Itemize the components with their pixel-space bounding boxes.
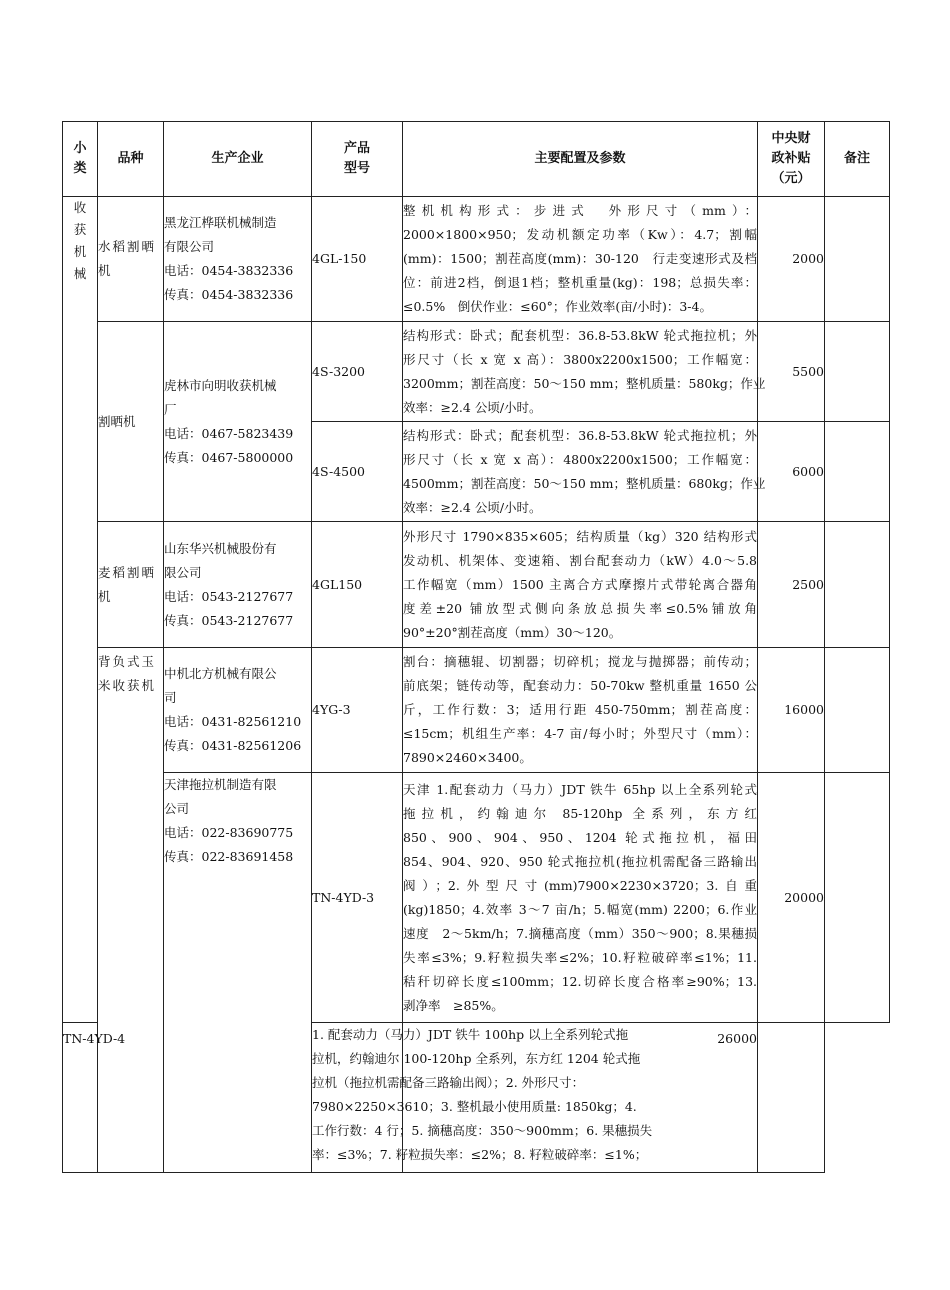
table-row [63, 522, 890, 648]
subsidy-cell: 2500 [758, 522, 825, 648]
params-cell: 割台：摘穗辊、切割器；切碎机；搅龙与抛掷器；前传动； 前底架；链传动等，配套动力：50-70kw 整机重量 1650 公 斤，工作行数：3；适用行距 450-750mm；割茬高度： ≤15cm；机组生产率：4-7 亩/每小时；外型尺寸（mm）： 7890×2460×3400。 [403, 648, 758, 773]
company-cell: 天津拖拉机制造有限 公司 电话：022-83690775 传真：022-83691458 [164, 773, 312, 1173]
remarks-cell [758, 1023, 825, 1173]
subsidy-table [62, 121, 890, 1173]
company-cell: 黑龙江桦联机械制造 有限公司 电话：0454-3832336 传真：0454-3832336 [164, 197, 312, 322]
model-cell: TN-4YD-4 [63, 1023, 98, 1173]
table-row [63, 197, 890, 322]
header-subclass: 小 类 [63, 122, 98, 197]
remarks-cell [825, 322, 890, 422]
params-cell: 整机机构形式：步进式 外形尺寸（mm）： 2000×1800×950；发动机额定功率（Kw）：4.7；割幅 (mm)：1500；割茬高度(mm)：30-120 行走变速形式及档 位：前进2档，倒退1档；整机重量(kg)：198；总损失率： ≤0.5% 倒伏作业：≤60°；作业效率(亩/小时)：3-4。 [403, 197, 758, 322]
remarks-cell [825, 422, 890, 522]
subsidy-cell: 6000 [758, 422, 825, 522]
remarks-cell [825, 197, 890, 322]
subsidy-cell: 26000 [403, 1023, 758, 1173]
company-cell: 中机北方机械有限公 司 电话：0431-82561210 传真：0431-82561206 [164, 648, 312, 773]
header-remarks: 备注 [825, 122, 890, 197]
subsidy-cell: 16000 [758, 648, 825, 773]
params-cell: 结构形式：卧式；配套机型：36.8-53.8kW 轮式拖拉机；外 形尺寸（长 x 宽 x 高）：3800x2200x1500；工作幅宽： 3200mm；割茬高度：50～150 mm；整机质量：580kg；作业 效率：≥2.4 公顷/小时。 [403, 322, 758, 422]
model-cell: 4S-4500 [312, 422, 403, 522]
company-cell: 山东华兴机械股份有 限公司 电话：0543-2127677 传真：0543-2127677 [164, 522, 312, 648]
subclass-cell: 收 获 机 械 [63, 197, 98, 1023]
model-cell: 4GL-150 [312, 197, 403, 322]
model-cell: TN-4YD-3 [312, 773, 403, 1023]
table-row [63, 322, 890, 422]
model-cell: 4S-3200 [312, 322, 403, 422]
subsidy-cell: 20000 [758, 773, 825, 1023]
table-row [63, 648, 890, 773]
variety-cell: 麦稻割晒机 [98, 522, 164, 648]
model-cell: 4YG-3 [312, 648, 403, 773]
header-params: 主要配置及参数 [403, 122, 758, 197]
subsidy-cell: 5500 [758, 322, 825, 422]
params-cell: 结构形式：卧式；配套机型：36.8-53.8kW 轮式拖拉机；外 形尺寸（长 x 宽 x 高）：4800x2200x1500；工作幅宽： 4500mm；割茬高度：50～150 mm；整机质量：680kg；作业 效率：≥2.4 公顷/小时。 [403, 422, 758, 522]
header-row [63, 122, 890, 197]
remarks-cell [825, 773, 890, 1023]
variety-cell: 水稻割晒机 [98, 197, 164, 322]
variety-cell: 背负式玉米收获机 [98, 648, 164, 1173]
params-cell: 天津 1.配套动力（马力）JDT 铁牛 65hp 以上全系列轮式 拖拉机，约翰迪尔 85-120hp 全系列，东方红 850、900、904、950、1204 轮式拖拉机，福田 854、904、920、950 轮式拖拉机(拖拉机需配备三路输出 阀）；2.外型尺寸(mm)7900×2230×3720；3.自重 (kg)1850；4.效率 3～7 亩/h；5.幅宽(mm) 2200；6.作业 速度 2～5km/h；7.摘穗高度（mm）350～900；8.果穗损 失率≤3%；9.籽粒损失率≤2%；10.籽粒破碎率≤1%；11. 秸秆切碎长度≤100mm；12.切碎长度合格率≥90%；13. 剥净率 ≥85%。 [403, 773, 758, 1023]
header-model: 产品 型号 [312, 122, 403, 197]
subsidy-cell: 2000 [758, 197, 825, 322]
params-cell: 外形尺寸 1790×835×605；结构质量（kg）320 结构形式 发动机、机架体、变速箱、割台配套动力（kW）4.0～5.8 工作幅宽（mm）1500 主离合方式摩擦片式带轮离合器角 度差±20 铺放型式侧向条放总损失率≤0.5%铺放角 90°±20°割茬高度（mm）30～120。 [403, 522, 758, 648]
company-cell: 虎林市向明收获机械 厂 电话：0467-5823439 传真：0467-5800000 [164, 322, 312, 522]
header-subsidy: 中央财 政补贴 （元） [758, 122, 825, 197]
remarks-cell [825, 648, 890, 773]
variety-cell: 割晒机 [98, 322, 164, 522]
remarks-cell [825, 522, 890, 648]
header-variety: 品种 [98, 122, 164, 197]
table-row [63, 773, 890, 1023]
header-company: 生产企业 [164, 122, 312, 197]
params-cell: 1. 配套动力（马力）JDT 铁牛 100hp 以上全系列轮式拖 拉机，约翰迪尔 100-120hp 全系列，东方红 1204 轮式拖 拉机（拖拉机需配备三路输出阀）；2. 外形尺寸： 7980×2250×3610；3. 整机最小使用质量: 1850kg；4. 工作行数：4 行；5. 摘穗高度：350～900mm；6. 果穗损失 率：≤3%；7. 籽粒损失率：≤2%；8. 籽粒破碎率：≤1%； [312, 1023, 403, 1173]
model-cell: 4GL150 [312, 522, 403, 648]
